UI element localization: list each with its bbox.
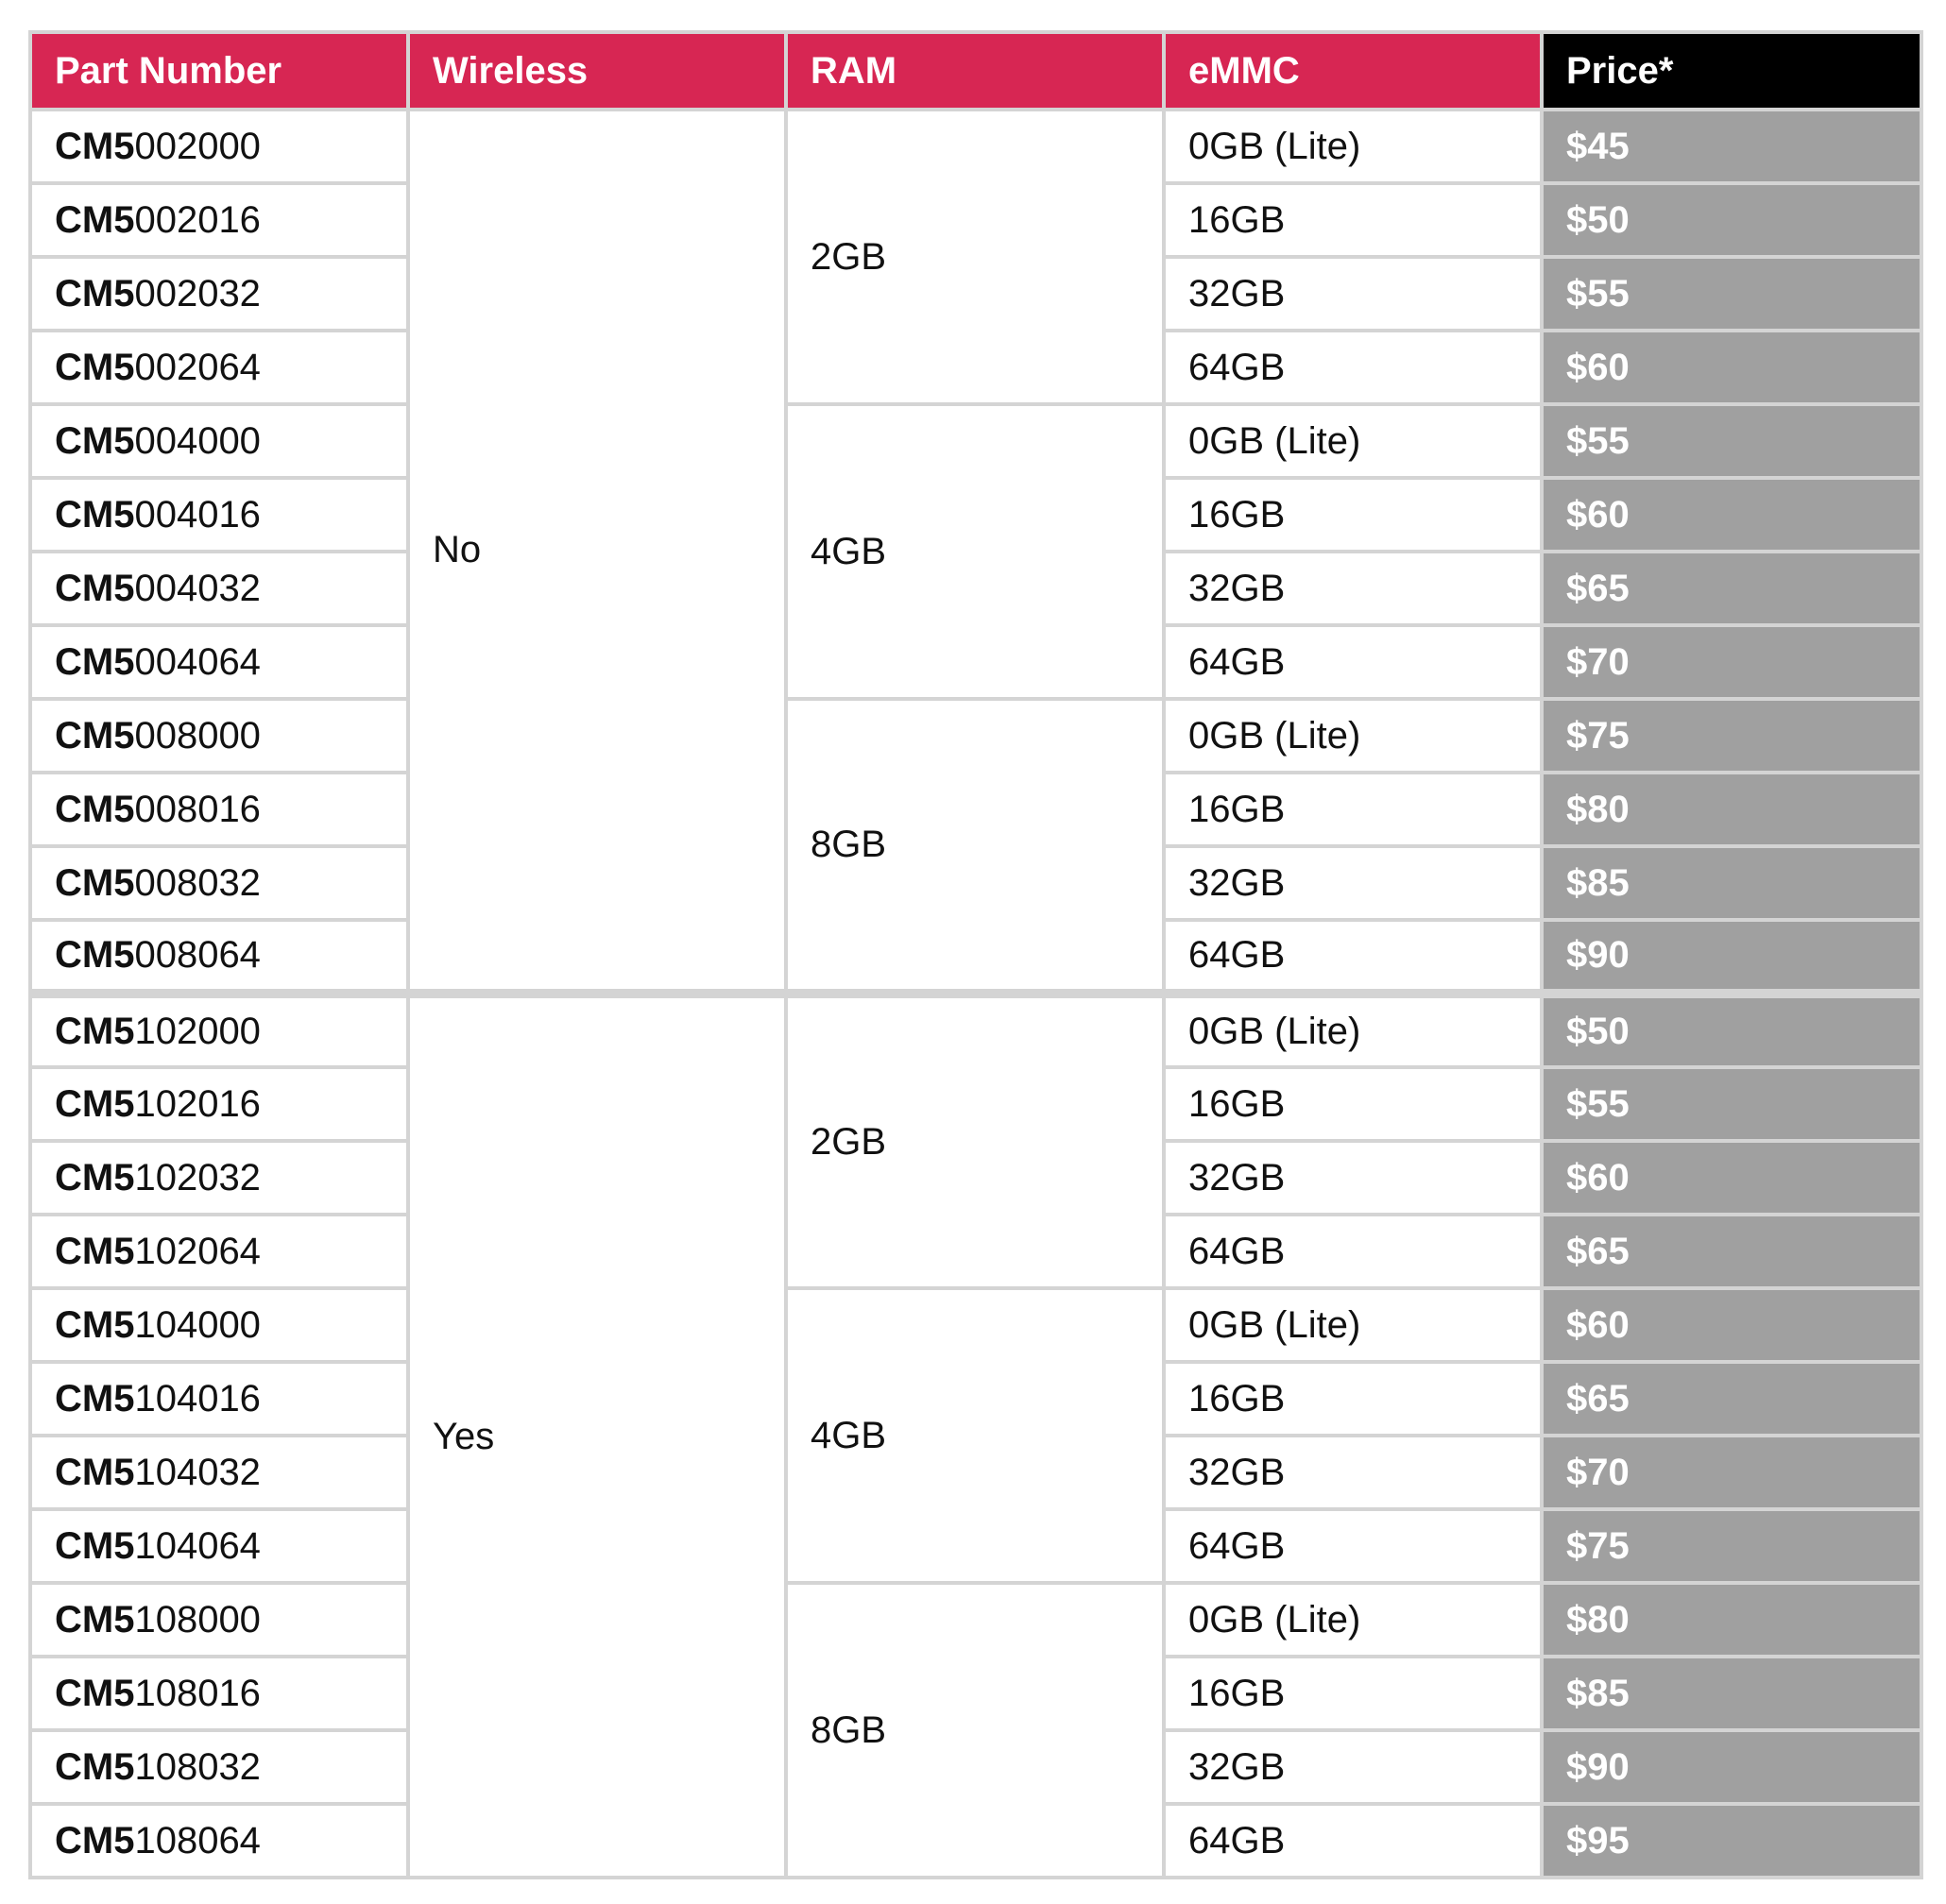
- price-cell: $65: [1542, 552, 1921, 625]
- price-cell: $80: [1542, 1583, 1921, 1657]
- emmc-cell: 32GB: [1164, 1730, 1542, 1804]
- emmc-cell: 16GB: [1164, 1362, 1542, 1436]
- part-number-suffix: 108032: [134, 1745, 261, 1788]
- part-number-cell: [30, 625, 408, 699]
- part-number-cell: [30, 478, 408, 552]
- table-body: [30, 110, 1921, 1878]
- ram-cell: 4GB: [786, 1288, 1164, 1583]
- emmc-cell: 0GB (Lite): [1164, 1288, 1542, 1362]
- part-number-cell: [30, 1067, 408, 1141]
- part-number-prefix: CM5: [55, 493, 135, 536]
- part-number-suffix: 008032: [134, 861, 261, 904]
- emmc-cell: 0GB (Lite): [1164, 699, 1542, 773]
- emmc-cell: 32GB: [1164, 1436, 1542, 1509]
- header-price: Price*: [1542, 32, 1921, 110]
- emmc-cell: 16GB: [1164, 773, 1542, 846]
- price-cell: $85: [1542, 1657, 1921, 1730]
- part-number-prefix: CM5: [55, 567, 135, 609]
- table-row: [30, 699, 1921, 773]
- part-number-prefix: CM5: [55, 1011, 135, 1052]
- part-number-suffix: 104016: [134, 1377, 261, 1420]
- emmc-cell: 32GB: [1164, 552, 1542, 625]
- part-number-suffix: 108000: [134, 1598, 261, 1640]
- price-cell: $60: [1542, 1288, 1921, 1362]
- price-cell: $55: [1542, 404, 1921, 478]
- ram-cell: 2GB: [786, 110, 1164, 404]
- part-number-cell: [30, 1509, 408, 1583]
- part-number-prefix: CM5: [55, 1303, 135, 1346]
- wireless-cell: No: [408, 110, 786, 994]
- price-cell: $55: [1542, 1067, 1921, 1141]
- emmc-cell: 0GB (Lite): [1164, 110, 1542, 183]
- part-number-cell: [30, 699, 408, 773]
- price-cell: $45: [1542, 110, 1921, 183]
- emmc-cell: 16GB: [1164, 1657, 1542, 1730]
- part-number-prefix: CM5: [55, 1451, 135, 1493]
- part-number-suffix: 004000: [134, 419, 261, 462]
- part-number-cell: [30, 331, 408, 404]
- ram-cell: 8GB: [786, 699, 1164, 994]
- header-emmc: eMMC: [1164, 32, 1542, 110]
- emmc-cell: 16GB: [1164, 183, 1542, 257]
- part-number-prefix: CM5: [55, 1524, 135, 1567]
- part-number-suffix: 002064: [134, 346, 261, 388]
- part-number-cell: [30, 920, 408, 994]
- part-number-suffix: 108016: [134, 1672, 261, 1714]
- price-cell: $75: [1542, 1509, 1921, 1583]
- table-header: [30, 32, 1921, 110]
- price-cell: $75: [1542, 699, 1921, 773]
- part-number-prefix: CM5: [55, 1598, 135, 1640]
- price-cell: $70: [1542, 625, 1921, 699]
- emmc-cell: 32GB: [1164, 257, 1542, 331]
- price-cell: $70: [1542, 1436, 1921, 1509]
- table-row: [30, 1583, 1921, 1657]
- price-cell: $60: [1542, 331, 1921, 404]
- part-number-cell: [30, 1730, 408, 1804]
- part-number-cell: [30, 1141, 408, 1215]
- price-cell: $80: [1542, 773, 1921, 846]
- part-number-prefix: CM5: [55, 1672, 135, 1714]
- part-number-cell: [30, 1804, 408, 1878]
- emmc-cell: 64GB: [1164, 920, 1542, 994]
- part-number-suffix: 102032: [134, 1156, 261, 1198]
- price-cell: $60: [1542, 1141, 1921, 1215]
- part-number-prefix: CM5: [55, 272, 135, 314]
- part-number-cell: [30, 846, 408, 920]
- part-number-suffix: 004016: [134, 493, 261, 536]
- part-number-prefix: CM5: [55, 1377, 135, 1420]
- header-row: [30, 32, 1921, 110]
- price-cell: $65: [1542, 1215, 1921, 1288]
- part-number-suffix: 008064: [134, 934, 261, 976]
- part-number-prefix: CM5: [55, 125, 135, 167]
- part-number-cell: [30, 404, 408, 478]
- part-number-suffix: 004032: [134, 567, 261, 609]
- part-number-suffix: 002016: [134, 198, 261, 241]
- part-number-cell: [30, 552, 408, 625]
- part-number-suffix: 008016: [134, 788, 261, 830]
- emmc-cell: 64GB: [1164, 1215, 1542, 1288]
- wireless-cell: Yes: [408, 994, 786, 1878]
- emmc-cell: 64GB: [1164, 1509, 1542, 1583]
- price-cell: $60: [1542, 478, 1921, 552]
- part-number-suffix: 008000: [134, 714, 261, 756]
- part-number-suffix: 002032: [134, 272, 261, 314]
- part-number-cell: [30, 1657, 408, 1730]
- emmc-cell: 64GB: [1164, 625, 1542, 699]
- emmc-cell: 0GB (Lite): [1164, 1583, 1542, 1657]
- part-number-cell: [30, 257, 408, 331]
- ram-cell: 8GB: [786, 1583, 1164, 1878]
- ram-cell: 4GB: [786, 404, 1164, 699]
- ram-cell: 2GB: [786, 994, 1164, 1288]
- part-number-cell: [30, 1436, 408, 1509]
- part-number-prefix: CM5: [55, 346, 135, 388]
- price-cell: $85: [1542, 846, 1921, 920]
- emmc-cell: 16GB: [1164, 1067, 1542, 1141]
- emmc-cell: 64GB: [1164, 1804, 1542, 1878]
- part-number-prefix: CM5: [55, 640, 135, 683]
- part-number-suffix: 102000: [134, 1011, 261, 1052]
- part-number-prefix: CM5: [55, 861, 135, 904]
- part-number-cell: [30, 1362, 408, 1436]
- table-row: [30, 1288, 1921, 1362]
- part-number-prefix: CM5: [55, 1082, 135, 1125]
- header-part-number: Part Number: [30, 32, 408, 110]
- price-cell: $90: [1542, 1730, 1921, 1804]
- part-number-prefix: CM5: [55, 1230, 135, 1272]
- part-number-cell: [30, 183, 408, 257]
- emmc-cell: 32GB: [1164, 846, 1542, 920]
- part-number-suffix: 004064: [134, 640, 261, 683]
- table-row: [30, 404, 1921, 478]
- part-number-prefix: CM5: [55, 198, 135, 241]
- part-number-cell: [30, 994, 408, 1067]
- price-cell: $50: [1542, 183, 1921, 257]
- emmc-cell: 64GB: [1164, 331, 1542, 404]
- emmc-cell: 0GB (Lite): [1164, 994, 1542, 1067]
- price-cell: $95: [1542, 1804, 1921, 1878]
- part-number-prefix: CM5: [55, 714, 135, 756]
- pricing-table: [28, 30, 1923, 1879]
- part-number-suffix: 102064: [134, 1230, 261, 1272]
- price-cell: $55: [1542, 257, 1921, 331]
- part-number-prefix: CM5: [55, 419, 135, 462]
- part-number-prefix: CM5: [55, 1745, 135, 1788]
- part-number-suffix: 104000: [134, 1303, 261, 1346]
- part-number-prefix: CM5: [55, 1819, 135, 1862]
- emmc-cell: 32GB: [1164, 1141, 1542, 1215]
- part-number-suffix: 102016: [134, 1082, 261, 1125]
- part-number-suffix: 104064: [134, 1524, 261, 1567]
- table-row: [30, 110, 1921, 183]
- part-number-cell: [30, 773, 408, 846]
- price-cell: $65: [1542, 1362, 1921, 1436]
- part-number-suffix: 104032: [134, 1451, 261, 1493]
- emmc-cell: 0GB (Lite): [1164, 404, 1542, 478]
- price-cell: $50: [1542, 994, 1921, 1067]
- header-ram: RAM: [786, 32, 1164, 110]
- price-cell: $90: [1542, 920, 1921, 994]
- part-number-cell: [30, 1583, 408, 1657]
- header-wireless: Wireless: [408, 32, 786, 110]
- table-row: [30, 994, 1921, 1067]
- part-number-cell: [30, 1215, 408, 1288]
- part-number-prefix: CM5: [55, 934, 135, 976]
- part-number-prefix: CM5: [55, 1156, 135, 1198]
- part-number-suffix: 002000: [134, 125, 261, 167]
- part-number-prefix: CM5: [55, 788, 135, 830]
- part-number-cell: [30, 1288, 408, 1362]
- part-number-suffix: 108064: [134, 1819, 261, 1862]
- part-number-cell: [30, 110, 408, 183]
- emmc-cell: 16GB: [1164, 478, 1542, 552]
